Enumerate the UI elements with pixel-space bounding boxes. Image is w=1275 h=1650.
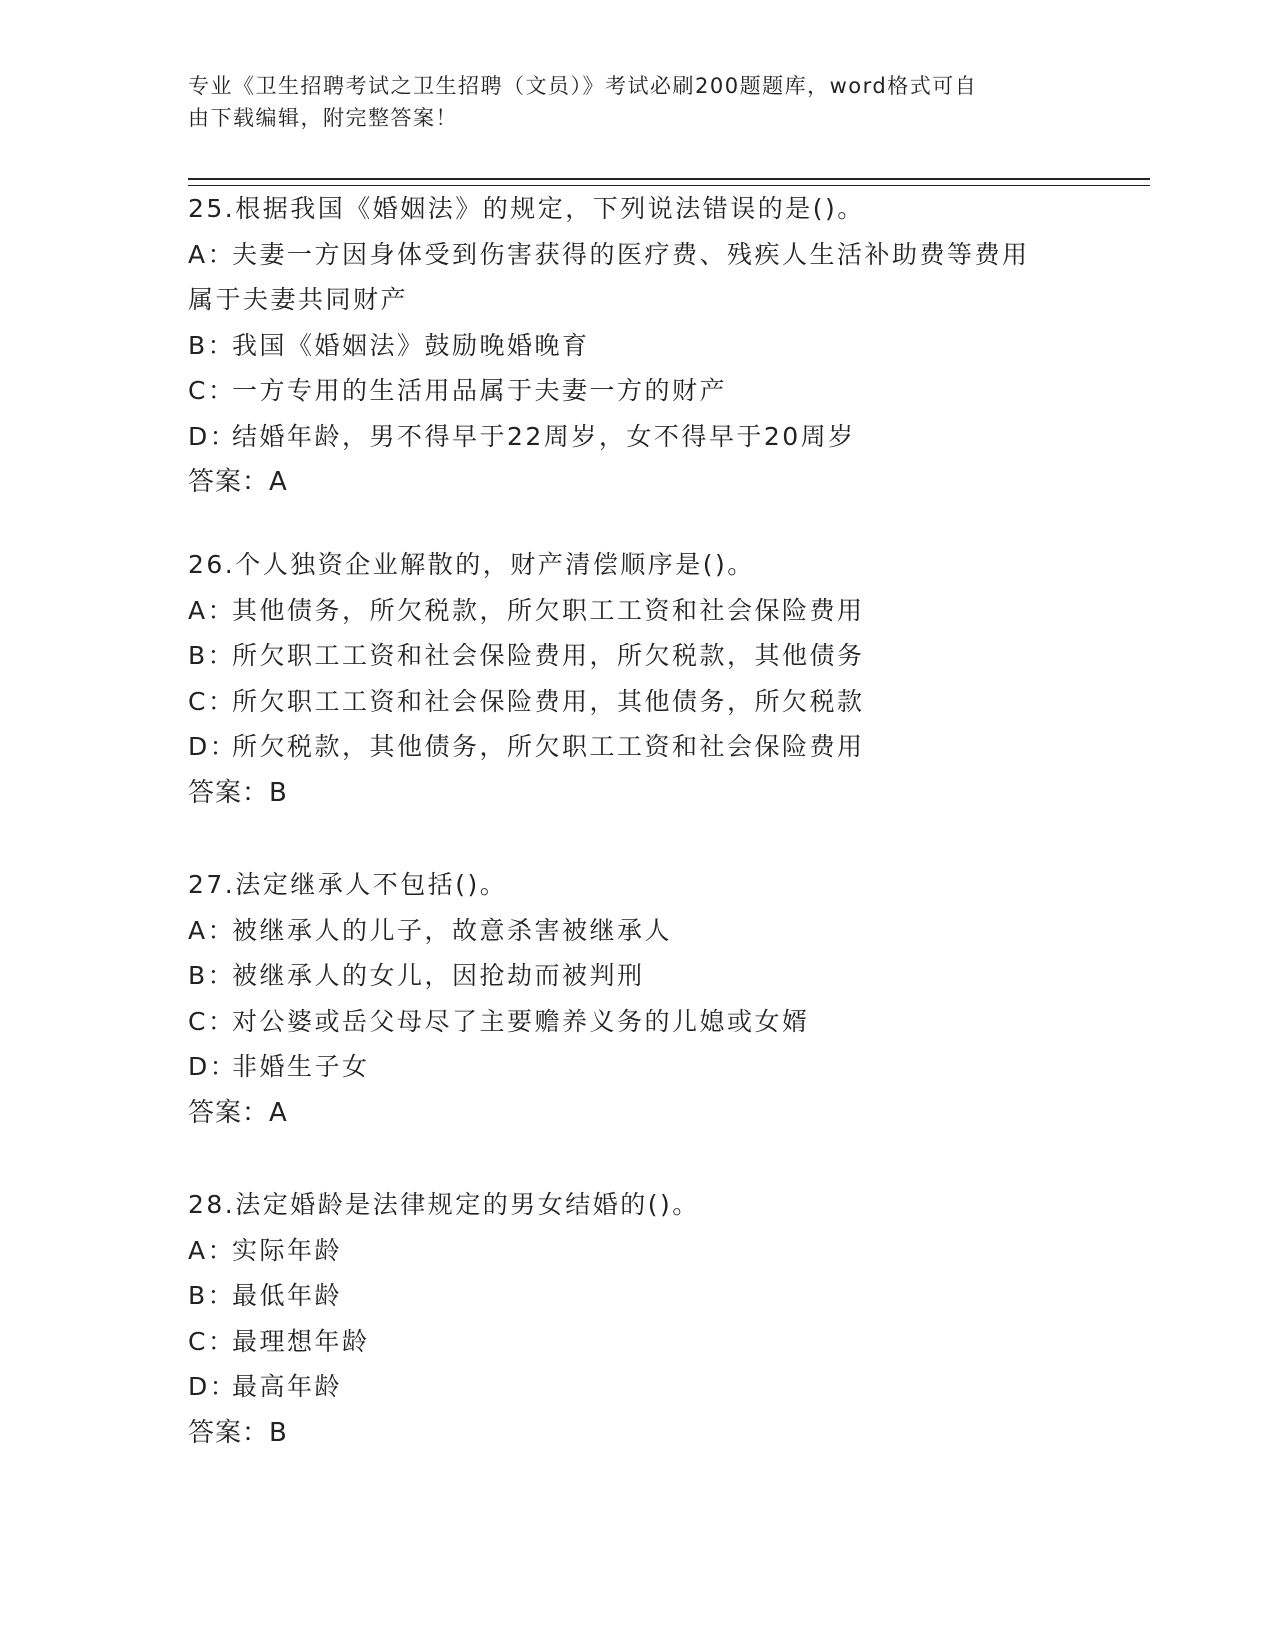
option-text: 被继承人的儿子，故意杀害被继承人: [232, 915, 673, 945]
option-text: 最理想年龄: [232, 1326, 370, 1356]
question-stem: 26.个人独资企业解散的，财产清偿顺序是()。: [188, 550, 755, 579]
answer: 答案：B: [188, 1417, 288, 1448]
option-d: [188, 1044, 1088, 1090]
option-key: A：: [188, 915, 236, 945]
header-line-1: 专业《卫生招聘考试之卫生招聘（文员）》考试必刷200题题库，word格式可自: [188, 74, 978, 98]
option-text: 结婚年龄，男不得早于22周岁，女不得早于20周岁: [232, 421, 856, 451]
option-c: [188, 999, 1088, 1045]
option-text: 夫妻一方因身体受到伤害获得的医疗费、残疾人生活补助费等费用: [232, 239, 1030, 269]
question-stem: 25.根据我国《婚姻法》的规定，下列说法错误的是()。: [188, 194, 865, 223]
option-key: B：: [188, 961, 236, 990]
option-a: [188, 1228, 1088, 1274]
option-text: 最高年龄: [232, 1372, 343, 1401]
option-d: [188, 414, 1088, 460]
option-text: 我国《婚姻法》鼓励晚婚晚育: [232, 330, 590, 360]
option-key: C：: [188, 686, 236, 716]
option-text: 实际年龄: [232, 1235, 343, 1265]
option-key: B：: [188, 641, 236, 670]
option-a-continuation: 属于夫妻共同财产: [188, 285, 409, 314]
option-a: [188, 908, 1088, 954]
option-key: D：: [188, 1372, 238, 1401]
option-a: [188, 232, 1088, 278]
question-stem: 27.法定继承人不包括()。: [188, 870, 508, 899]
option-key: D：: [188, 1052, 238, 1081]
option-text: 所欠职工工资和社会保险费用，其他债务，所欠税款: [232, 686, 865, 716]
question-25: [188, 186, 1088, 505]
option-key: C：: [188, 1326, 236, 1356]
option-b: [188, 1273, 1088, 1319]
option-key: D：: [188, 732, 238, 761]
option-b: [188, 633, 1088, 679]
answer: 答案：B: [188, 777, 288, 808]
option-c: [188, 679, 1088, 725]
option-c: [188, 1319, 1088, 1365]
option-b: [188, 953, 1088, 999]
answer: 答案：A: [188, 467, 288, 497]
question-27: [188, 862, 1088, 1136]
option-c: [188, 368, 1088, 414]
header-line-2: 由下载编辑，附完整答案！: [188, 106, 458, 130]
option-d: [188, 724, 1088, 770]
question-stem: 28.法定婚龄是法律规定的男女结婚的()。: [188, 1190, 700, 1219]
option-key: D：: [188, 421, 238, 451]
option-text: 对公婆或岳父母尽了主要赡养义务的儿媳或女婿: [232, 1006, 810, 1036]
option-text: 其他债务，所欠税款，所欠职工工资和社会保险费用: [232, 595, 865, 625]
question-26: [188, 542, 1088, 816]
option-key: A：: [188, 595, 236, 625]
option-text: 非婚生子女: [232, 1052, 370, 1081]
answer: 答案：A: [188, 1097, 288, 1128]
option-key: B：: [188, 330, 236, 360]
option-text: 被继承人的女儿，因抢劫而被判刑: [232, 961, 645, 990]
option-key: C：: [188, 1006, 236, 1036]
option-key: C：: [188, 376, 236, 405]
option-text: 所欠职工工资和社会保险费用，所欠税款，其他债务: [232, 641, 865, 670]
option-text: 最低年龄: [232, 1281, 343, 1310]
document-header: [188, 70, 1068, 134]
option-key: A：: [188, 1235, 236, 1265]
option-d: [188, 1364, 1088, 1410]
option-key: A：: [188, 239, 236, 269]
option-b: [188, 323, 1088, 369]
option-a: [188, 588, 1088, 634]
option-text: 所欠税款，其他债务，所欠职工工资和社会保险费用: [232, 732, 865, 761]
option-text: 一方专用的生活用品属于夫妻一方的财产: [232, 376, 728, 405]
header-divider-thick: [188, 178, 1150, 180]
option-key: B：: [188, 1281, 236, 1310]
question-28: [188, 1182, 1088, 1456]
